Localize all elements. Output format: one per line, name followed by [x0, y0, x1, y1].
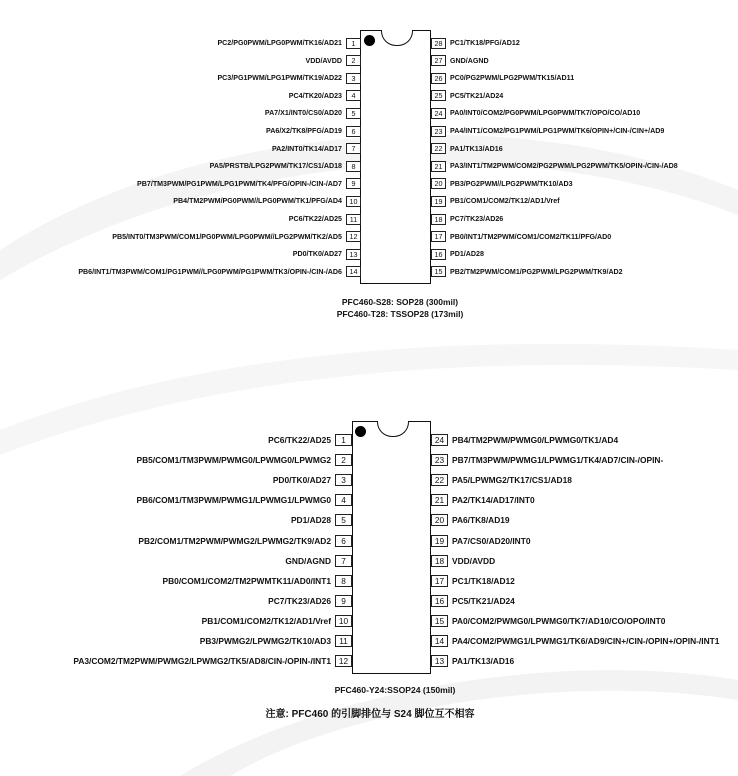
pin-label: PA5/LPWMG2/TK17/CS1/AD18 — [452, 475, 572, 486]
pin-11 — [289, 213, 361, 225]
pin-number: 3 — [335, 474, 352, 486]
pin-number: 6 — [335, 535, 352, 547]
pin-9 — [268, 595, 352, 607]
pin-6 — [138, 535, 352, 547]
pin-20 — [431, 514, 510, 526]
pin-number: 8 — [346, 161, 361, 172]
pin-number: 17 — [431, 575, 448, 587]
pin-16 — [431, 248, 484, 260]
pin-number: 21 — [431, 161, 446, 172]
pin-number: 12 — [346, 231, 361, 242]
pin-number: 19 — [431, 535, 448, 547]
pin-12 — [73, 655, 352, 667]
pin-label: PC2/PG0PWM/LPG0PWM/TK16/AD21 — [217, 39, 342, 47]
sop28-notch — [381, 30, 413, 46]
pin-number: 18 — [431, 555, 448, 567]
pin-number: 15 — [431, 615, 448, 627]
pin-label: PA0/INT0/COM2/PG0PWM/LPG0PWM/TK7/OPO/CO/AD10 — [450, 109, 641, 118]
pin-number: 15 — [431, 266, 446, 277]
pin-number: 18 — [431, 214, 446, 225]
pin-2 — [305, 55, 361, 67]
pin-label: PA4/INT1/COM2/PG1PWM/LPG1PWM/TK6/OPIN+/CIN-/CIN+/AD9 — [450, 127, 665, 135]
pin-21 — [431, 494, 535, 506]
pin-label: PA3/COM2/TM2PWM/PWMG2/LPWMG2/TK5/AD8/CIN-/OPIN-/INT1 — [73, 656, 331, 667]
pin-number: 13 — [431, 655, 448, 667]
sop28-caption-1: PFC460-S28: SOP28 (300mil) — [341, 297, 459, 307]
pin-19 — [431, 535, 531, 547]
pin-number: 5 — [335, 514, 352, 526]
pin-number: 24 — [431, 434, 448, 446]
pin-label: PA3/INT1/TM2PWM/COM2/PG2PWM/LPG2PWM/TK5/OPIN-/CIN-/AD8 — [450, 162, 678, 171]
pin-label: PB4/TM2PWM/PG0PWM//LPG0PWM/TK1/PFG/AD4 — [173, 197, 342, 206]
pin-27 — [431, 55, 489, 67]
pin-label: PA1/TK13/AD16 — [450, 144, 503, 153]
pin-6 — [266, 125, 361, 137]
pin-label: PB6/COM1/TM3PWM/PWMG1/LPWMG1/LPWMG0 — [136, 495, 331, 506]
pin-label: PC4/TK20/AD23 — [288, 91, 342, 100]
pin-28 — [431, 37, 520, 49]
pin-label: PC3/PG1PWM/LPG1PWM/TK19/AD22 — [217, 74, 342, 83]
pin-15 — [431, 615, 665, 627]
sop28-caption-2: PFC460-T28: TSSOP28 (173mil) — [336, 309, 464, 319]
pin-26 — [431, 72, 574, 84]
pin-label: PB3/PG2PWM//LPG2PWM/TK10/AD3 — [450, 179, 573, 188]
pin-13 — [293, 248, 361, 260]
pin-label: VDD/AVDD — [452, 555, 496, 566]
pin-number: 7 — [335, 555, 352, 567]
pin-22 — [431, 474, 572, 486]
pin-label: GND/AGND — [285, 555, 331, 566]
pin-24 — [431, 107, 640, 119]
pin-label: PB0/INT1/TM2PWM/COM1/COM2/TK11/PFG/AD0 — [450, 232, 612, 241]
pin-number: 10 — [335, 615, 352, 627]
pin-18 — [431, 213, 503, 225]
pin-9 — [137, 178, 361, 190]
pin-number: 11 — [335, 635, 352, 647]
pin-number: 6 — [346, 126, 361, 137]
pin-label: PA0/COM2/PWMG0/LPWMG0/TK7/AD10/CO/OPO/INT0 — [452, 615, 666, 626]
ssop24-notch — [377, 421, 409, 437]
pin-number: 4 — [346, 90, 361, 101]
pin-label: PB5/COM1/TM3PWM/PWMG0/LPWMG0/LPWMG2 — [136, 455, 331, 466]
pin-24 — [431, 434, 618, 446]
pin-number: 22 — [431, 143, 446, 154]
pin-label: VDD/AVDD — [305, 56, 342, 65]
pin-number: 20 — [431, 178, 446, 189]
pin-label: PC1/TK18/AD12 — [452, 575, 515, 586]
pin-number: 5 — [346, 108, 361, 119]
pin-number: 20 — [431, 514, 448, 526]
pin-5 — [265, 107, 361, 119]
pin-number: 10 — [346, 196, 361, 207]
pin-number: 21 — [431, 494, 448, 506]
pin-10 — [202, 615, 352, 627]
pin-label: PC5/TK21/AD24 — [450, 91, 504, 100]
pin-number: 23 — [431, 126, 446, 137]
pin-label: GND/AGND — [450, 56, 489, 65]
pin-8 — [163, 575, 352, 587]
pin1-marker-dot — [355, 426, 366, 437]
pin-label: PD0/TK0/AD27 — [292, 250, 342, 259]
pin-number: 16 — [431, 249, 446, 260]
pin-number: 26 — [431, 73, 446, 84]
pin-label: PA5/PRSTB/LPG2PWM/TK17/CS1/AD18 — [209, 162, 342, 171]
pin-11 — [200, 635, 352, 647]
pin-number: 9 — [335, 595, 352, 607]
pin-label: PB7/TM3PWM/PG1PWM/LPG1PWM/TK4/PFG/OPIN-/CIN-/AD7 — [137, 179, 342, 188]
pin-label: PC1/TK18/PFG/AD12 — [450, 39, 520, 47]
pin-7 — [285, 555, 352, 567]
pin-label: PA7/CS0/AD20/INT0 — [452, 535, 531, 546]
pin-3 — [273, 474, 352, 486]
pin-label: PC7/TK23/AD26 — [450, 215, 504, 223]
pin-label: PB3/PWMG2/LPWMG2/TK10/AD3 — [199, 636, 331, 646]
pin-number: 2 — [346, 55, 361, 66]
pin-number: 4 — [335, 494, 352, 506]
pin-number: 2 — [335, 454, 352, 466]
pin-13 — [431, 655, 514, 667]
pin-label: PB5/INT0/TM3PWM/COM1/PG0PWM/LPG0PWM//LPG2PWM/TK2/AD5 — [112, 232, 342, 241]
pin-label: PC6/TK22/AD25 — [268, 435, 331, 445]
pin-label: PD1/AD28 — [290, 515, 331, 526]
pin-19 — [431, 195, 560, 207]
pin-number: 28 — [431, 38, 446, 49]
pin-number: 8 — [335, 575, 352, 587]
pin-21 — [431, 160, 678, 172]
pin-label: PA6/X2/TK8/PFG/AD19 — [266, 127, 342, 135]
pin-label: PB1/COM1/COM2/TK12/AD1/Vref — [201, 615, 331, 626]
pin-label: PC5/TK21/AD24 — [452, 595, 515, 606]
pin-number: 1 — [346, 38, 361, 49]
pin-1 — [268, 434, 352, 446]
pin-number: 23 — [431, 454, 448, 466]
pin-number: 3 — [346, 73, 361, 84]
pin-number: 14 — [346, 266, 361, 277]
pin-label: PA1/TK13/AD16 — [452, 656, 515, 667]
pin-10 — [173, 195, 361, 207]
pin-label: PA2/INT0/TK14/AD17 — [271, 144, 342, 153]
pin-label: PB1/COM1/COM2/TK12/AD1/Vref — [450, 197, 560, 206]
pin-7 — [272, 143, 361, 155]
pin-number: 17 — [431, 231, 446, 242]
sop28-chip-body — [360, 30, 431, 284]
pin-label: PA7/X1/INT0/CS0/AD20 — [264, 109, 342, 118]
pin-label: PB6/INT1/TM3PWM/COM1/PG1PWM//LPG0PWM/PG1PWM/TK3/OPIN-/CIN-/AD6 — [78, 267, 342, 276]
pin-25 — [431, 90, 503, 102]
pin-number: 9 — [346, 178, 361, 189]
pin-20 — [431, 178, 573, 190]
pin-label: PB2/TM2PWM/COM1/PG2PWM/LPG2PWM/TK9/AD2 — [450, 267, 623, 276]
pin-label: PB2/COM1/TM2PWM/PWMG2/LPWMG2/TK9/AD2 — [138, 535, 331, 546]
pin-3 — [217, 72, 361, 84]
pin-23 — [431, 125, 664, 137]
pin-14 — [431, 635, 719, 647]
pin-number: 25 — [431, 90, 446, 101]
pin-16 — [431, 595, 515, 607]
pin-17 — [431, 231, 611, 243]
pin-18 — [431, 555, 495, 567]
pin-5 — [291, 514, 352, 526]
pin-label: PA2/TK14/AD17/INT0 — [452, 495, 535, 506]
pin-number: 27 — [431, 55, 446, 66]
pin-number: 24 — [431, 108, 446, 119]
pin-label: PC0/PG2PWM/LPG2PWM/TK15/AD11 — [450, 74, 575, 83]
pin-number: 19 — [431, 196, 446, 207]
pin-label: PD0/TK0/AD27 — [272, 475, 331, 486]
pin-2 — [137, 454, 353, 466]
pin-label: PA6/TK8/AD19 — [452, 515, 510, 526]
pin-12 — [112, 231, 361, 243]
ssop24-chip-body — [352, 421, 431, 674]
pin-number: 13 — [346, 249, 361, 260]
pin-15 — [431, 266, 623, 278]
pin-label: PB0/COM1/COM2/TM2PWMTK11/AD0/INT1 — [162, 575, 331, 586]
pin-number: 22 — [431, 474, 448, 486]
pin-4 — [137, 494, 353, 506]
pin-number: 7 — [346, 143, 361, 154]
pin1-marker-dot — [364, 35, 375, 46]
pin-label: PB4/TM2PWM/PWMG0/LPWMG0/TK1/AD4 — [452, 435, 619, 445]
pin-label: PD1/AD28 — [450, 250, 484, 259]
pin-number: 11 — [346, 214, 361, 225]
pin-number: 16 — [431, 595, 448, 607]
pin-22 — [431, 143, 503, 155]
compatibility-note: 注意: PFC460 的引脚排位与 S24 脚位互不相容 — [265, 709, 475, 720]
pin-1 — [217, 37, 361, 49]
ssop24-caption: PFC460-Y24:SSOP24 (150mil) — [334, 685, 456, 695]
pin-label: PC7/TK23/AD26 — [268, 595, 331, 606]
pin-label: PB7/TM3PWM/PWMG1/LPWMG1/TK4/AD7/CIN-/OPIN- — [452, 455, 664, 466]
pin-23 — [431, 454, 663, 466]
pin-number: 1 — [335, 434, 352, 446]
pin-number: 14 — [431, 635, 448, 647]
pin-8 — [210, 160, 361, 172]
pin-17 — [431, 575, 515, 587]
pin-14 — [78, 266, 361, 278]
pin-label: PA4/COM2/PWMG1/LPWMG1/TK6/AD9/CIN+/CIN-/OPIN+/OPIN-/INT1 — [452, 636, 720, 646]
pin-4 — [289, 90, 361, 102]
pin-label: PC6/TK22/AD25 — [288, 215, 342, 223]
pin-number: 12 — [335, 655, 352, 667]
